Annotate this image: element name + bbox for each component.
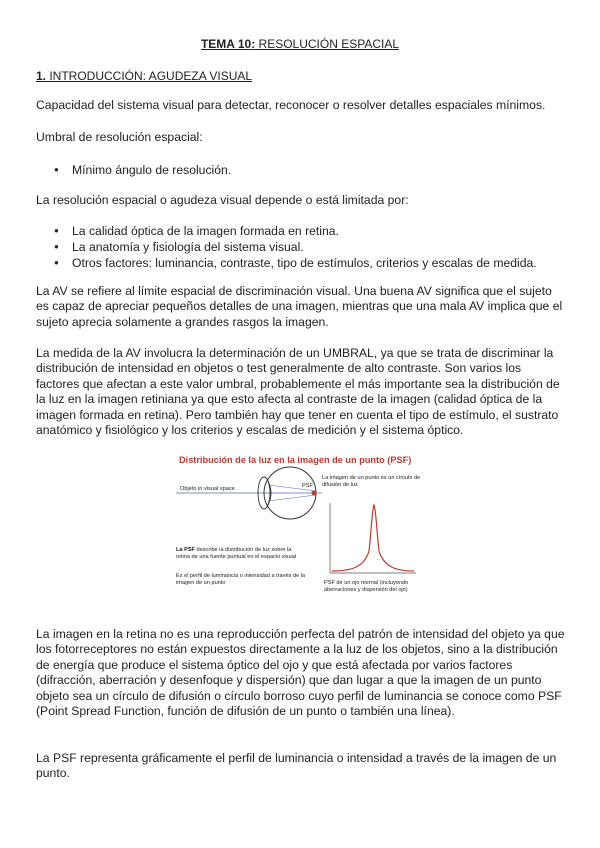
refracted-ray-bottom — [268, 495, 316, 501]
paragraph-psf-graph: La PSF representa gráficamente el perfil de luminancia o intensidad a través de la imagen de un punto. — [36, 751, 557, 781]
bullet-list-factors — [36, 223, 576, 271]
object-label: Objeto in visual space — [180, 486, 235, 492]
list-item: ● Mínimo ángulo de resolución. — [36, 162, 576, 178]
point-image-note: La imagen de un punto es un círculo de difusión de luz — [322, 475, 421, 488]
normal-eye-psf-caption: PSF de un ojo normal (incluyendo aberraciones y dispersión del ojo) — [324, 580, 409, 593]
psf-curve — [332, 505, 414, 571]
psf-description — [176, 547, 306, 560]
paragraph-threshold: Umbral de resolución espacial: — [36, 130, 203, 144]
list-item: ● La calidad óptica de la imagen formada en retina. — [36, 223, 576, 239]
section-name: INTRODUCCIÓN: AGUDEZA VISUAL — [46, 69, 253, 83]
title-topic-name: RESOLUCIÓN ESPACIAL — [255, 37, 400, 51]
figure-title: Distribución de la luz en la imagen de un punto (PSF) — [179, 455, 412, 465]
section-number: 1. — [36, 69, 47, 83]
luminance-profile-note: Es el perfil de luminancia o intensidad a través de la imagen de un punto — [176, 573, 306, 586]
bullet-list-threshold — [36, 162, 576, 178]
section-heading — [36, 69, 252, 83]
paragraph-definition: Capacidad del sistema visual para detectar, reconocer o resolver detalles espaciales mínimos. — [36, 98, 546, 112]
paragraph-av-measure: La medida de la AV involucra la determinación de un UMBRAL, ya que se trata de discriminar la distribución de intensidad en objetos o test generalmente de alto contraste. Son varios los factores que afectan a este valor umbral, probablemente el más importante sea la distribución de la luz en la imagen retiniana ya que esto afecta al contraste de la imagen (calidad óptica de la imagen formada en retina). Pero también hay que tener en cuenta el tipo de estímulo, el sustrato anatómico y fisiológico y los criterios y escalas de medición y el sistema óptico. — [36, 346, 560, 438]
psf-figure — [172, 455, 428, 605]
title-topic-number: TEMA 10: — [200, 37, 256, 51]
psf-description-bold: La PSF — [176, 547, 195, 553]
psf-description-text: describe la distribución de luz sobre la retina de una fuente puntual en el espacio visual — [176, 547, 297, 560]
paragraph-limits: La resolución espacial o agudeza visual depende o está limitada por: — [36, 193, 409, 207]
document-title — [0, 37, 600, 51]
list-item: ● La anatomía y fisiología del sistema visual. — [36, 239, 576, 255]
retinal-spot — [312, 491, 317, 496]
psf-tag: PSF — [302, 483, 313, 489]
paragraph-retinal-image: La imagen en la retina no es una reproducción perfecta del patrón de intensidad del objeto ya que los fotorreceptores no están expuestos directamente a la luz de los objetos, sino a la distribución de energía que produce el sistema óptico del ojo y que está afectada por varios factores (difracción, aberración y desenfoque y dispersión) que dan lugar a que la imagen de un punto objeto sea un círculo de difusión o círculo borroso cuyo perfil de luminancia se conoce como PSF (Point Spread Function, función de difusión de un punto o también una línea). — [36, 627, 565, 719]
paragraph-av-definition: La AV se refiere al límite espacial de discriminación visual. Una buena AV significa que el sujeto es capaz de apreciar pequeños detalles de una imagen, mientras que una mala AV implica que el sujeto aprecia solamente a grandes rasgos la imagen. — [36, 284, 563, 329]
list-item: ● Otros factores: luminancia, contraste, tipo de estímulos, criterios y escalas de medida. — [36, 255, 576, 271]
